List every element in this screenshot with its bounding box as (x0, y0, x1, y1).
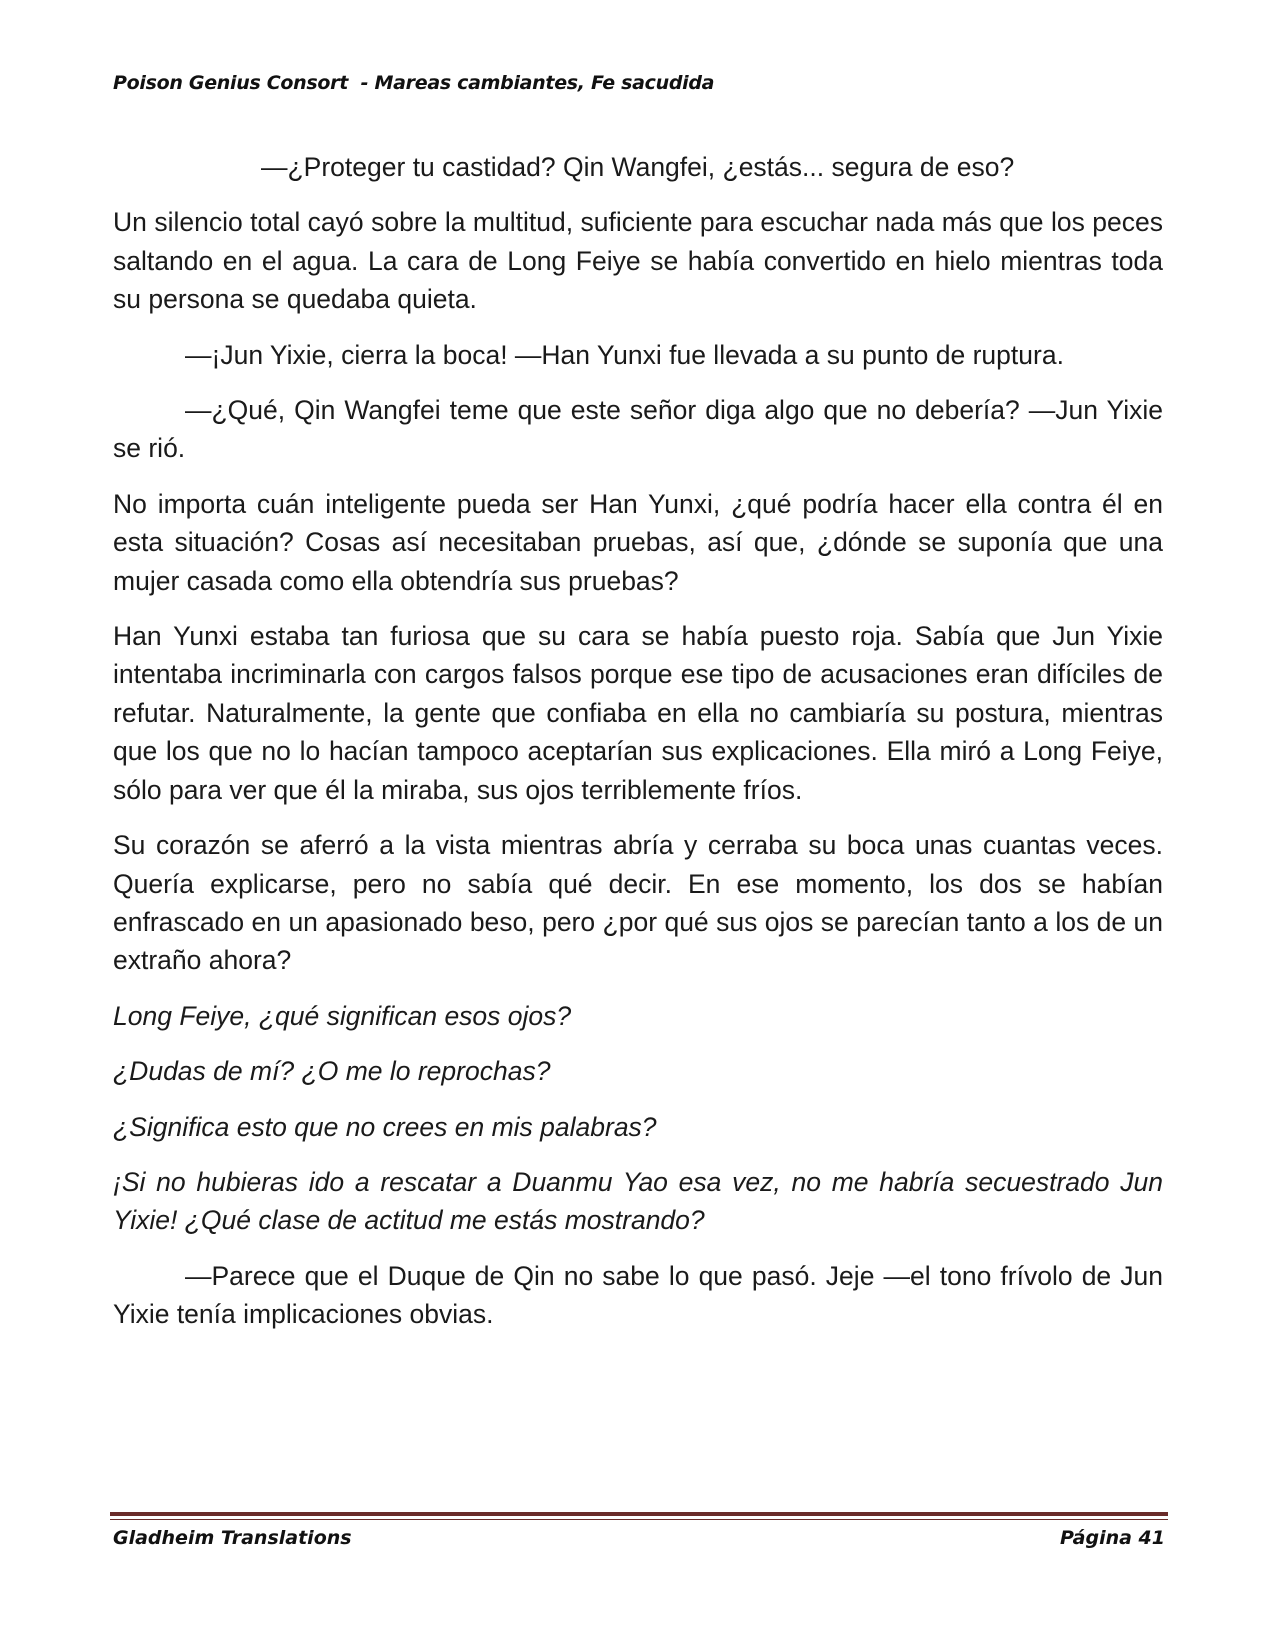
footer-divider-thin (110, 1519, 1168, 1520)
page-header-title: Poison Genius Consort - Mareas cambiantes, Fe sacudida (113, 72, 715, 94)
narrative-paragraph: Su corazón se aferró a la vista mientras abría y cerraba su boca unas cuantas veces. Quería explicarse, pero no sabía qué decir. En ese momento, los dos se habían enfrascado en un apasionado beso, pero ¿por qué sus ojos se parecían tanto a los de un extraño ahora? (113, 830, 1163, 976)
thought-paragraph: ¿Dudas de mí? ¿O me lo reprochas? (113, 1056, 551, 1087)
footer-page-number: Página 41 (1059, 1527, 1165, 1549)
narrative-paragraph: Un silencio total cayó sobre la multitud, suficiente para escuchar nada más que los peces saltando en el agua. La cara de Long Feiye se había convertido en hielo mientras toda su persona se quedaba quieta. (113, 207, 1163, 315)
footer-publisher: Gladheim Translations (113, 1527, 352, 1549)
dialogue-paragraph: —¿Proteger tu castidad? Qin Wangfei, ¿estás... segura de eso? (261, 152, 1015, 182)
thought-paragraph: ¿Significa esto que no crees en mis palabras? (113, 1111, 657, 1142)
footer-divider (110, 1512, 1168, 1516)
dialogue-paragraph: —Parece que el Duque de Qin no sabe lo que pasó. Jeje —el tono frívolo de Jun Yixie tenía implicaciones obvias. (113, 1260, 1163, 1330)
narrative-paragraph: No importa cuán inteligente pueda ser Han Yunxi, ¿qué podría hacer ella contra él en esta situación? Cosas así necesitaban pruebas, así que, ¿dónde se suponía que una mujer casada como ella obtendría sus pruebas? (113, 488, 1163, 596)
narrative-paragraph: Han Yunxi estaba tan furiosa que su cara se había puesto roja. Sabía que Jun Yixie intentaba incriminarla con cargos falsos porque ese tipo de acusaciones eran difíciles de refutar. Naturalmente, la gente que confiaba en ella no cambiaría su postura, mientras que los que no lo hacían tampoco aceptarían sus explicaciones. Ella miró a Long Feiye, sólo para ver que él la miraba, sus ojos terriblemente fríos. (113, 621, 1163, 805)
thought-paragraph: ¡Si no hubieras ido a rescatar a Duanmu Yao esa vez, no me habría secuestrado Jun Yixie! ¿Qué clase de actitud me estás mostrando? (113, 1166, 1163, 1236)
dialogue-paragraph: —¡Jun Yixie, cierra la boca! —Han Yunxi fue llevada a su punto de ruptura. (185, 339, 1064, 370)
document-body (113, 148, 1163, 1351)
thought-paragraph: Long Feiye, ¿qué significan esos ojos? (113, 1000, 572, 1031)
dialogue-paragraph: —¿Qué, Qin Wangfei teme que este señor diga algo que no debería? —Jun Yixie se rió. (113, 395, 1163, 464)
